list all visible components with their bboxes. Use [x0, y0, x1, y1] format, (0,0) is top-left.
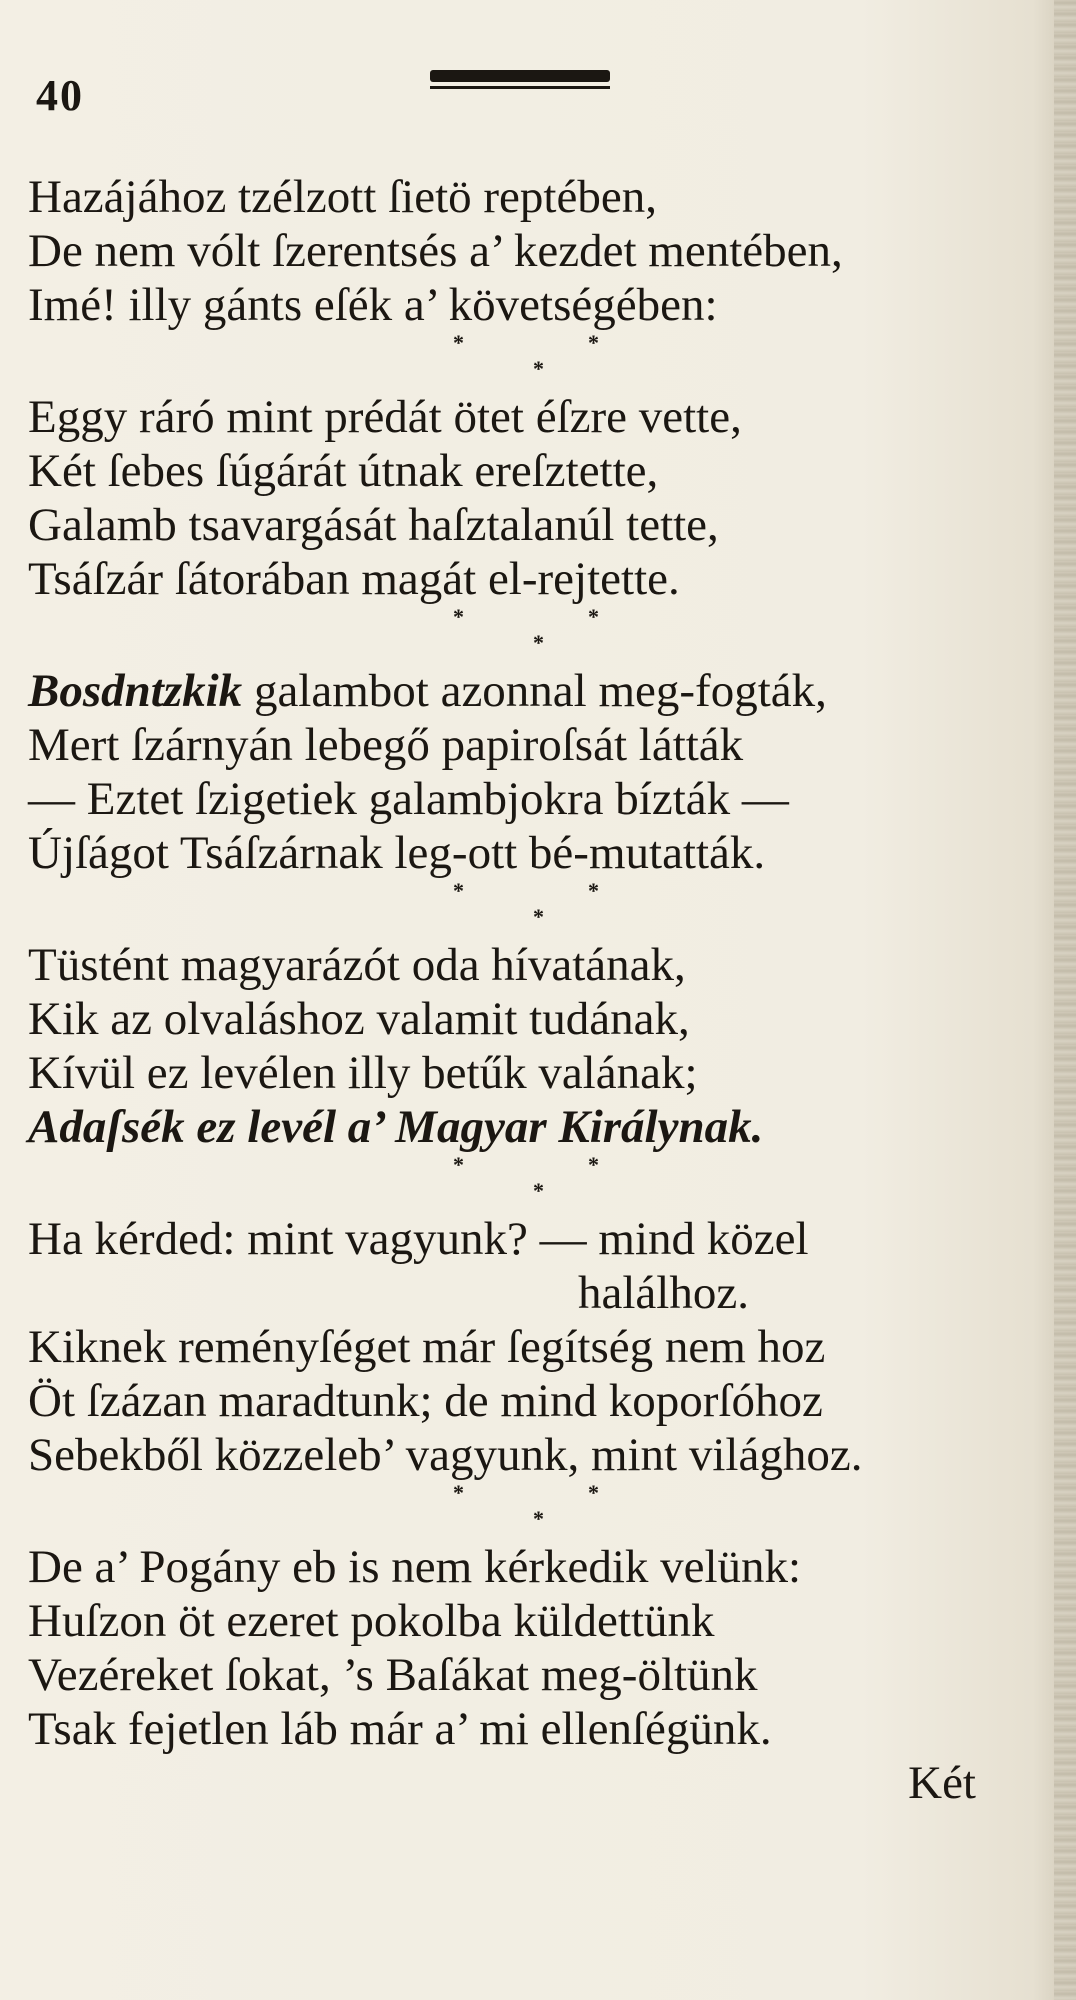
header-ornament [430, 70, 610, 82]
page-number: 40 [36, 71, 84, 120]
verse-line-italic: Adaſsék ez levél a’ Magyar Királynak. [28, 1101, 764, 1153]
asterisk-ornament: * [453, 330, 464, 355]
stanza-divider [28, 880, 1038, 938]
asterisk-ornament: * [588, 1480, 599, 1505]
catchword: Két [908, 1757, 976, 1809]
asterisk-ornament: * [533, 1178, 544, 1203]
stanza-divider [28, 606, 1038, 664]
verse-line: Tüstént magyarázót oda hívatának, [28, 939, 686, 991]
verse-line: Tsáſzár ſátorában magát el-rejtette. [28, 553, 680, 605]
verse-line: Kik az olvaláshoz valamit tudának, [28, 993, 690, 1045]
stanza-divider [28, 1482, 1038, 1540]
verse-text: galambot azonnal meg-fogták, [242, 665, 827, 717]
verse-line: Kívül ez levélen illy betűk valának; [28, 1047, 698, 1099]
asterisk-ornament: * [453, 1480, 464, 1505]
verse-line: Két ſebes ſúgárát útnak ereſztette, [28, 445, 659, 497]
verse-line: — Eztet ſzigetiek galambjokra bízták — [28, 773, 789, 825]
asterisk-ornament: * [453, 878, 464, 903]
italic-name: Bosdntzkik [28, 665, 243, 717]
verse-line: Vezéreket ſokat, ’s Baſákat meg-öltünk [28, 1649, 758, 1701]
asterisk-ornament: * [533, 630, 544, 655]
verse-line: De a’ Pogány eb is nem kérkedik velünk: [28, 1541, 802, 1593]
verse-line [28, 664, 1038, 718]
verse-line: Öt ſzázan maradtunk; de mind koporſóhoz [28, 1375, 823, 1427]
verse-line: De nem vólt ſzerentsés a’ kezdet mentében, [28, 225, 843, 277]
verse-line: Huſzon öt ezeret pokolba küldettünk [28, 1595, 715, 1647]
asterisk-ornament: * [533, 356, 544, 381]
asterisk-ornament: * [588, 604, 599, 629]
verse-line: Ha kérded: mint vagyunk? — mind közel [28, 1213, 809, 1265]
verse-line: Tsak fejetlen láb már a’ mi ellenſégünk. [28, 1703, 772, 1755]
verse-line: Sebekből közzeleb’ vagyunk, mint világhoz. [28, 1429, 863, 1481]
verse-line: Eggy ráró mint prédát ötet éſzre vette, [28, 391, 742, 443]
asterisk-ornament: * [533, 1506, 544, 1531]
verse-line: Újſágot Tsáſzárnak leg-ott bé-mutatták. [28, 827, 766, 879]
asterisk-ornament: * [453, 604, 464, 629]
stanza-divider [28, 1154, 1038, 1212]
verse-line: Galamb tsavargását haſztalanúl tette, [28, 499, 719, 551]
verse-line: Kiknek reményſéget már ſegítség nem hoz [28, 1321, 826, 1373]
asterisk-ornament: * [588, 878, 599, 903]
asterisk-ornament: * [588, 1152, 599, 1177]
page-edge [1054, 0, 1076, 2000]
stanza-divider [28, 332, 1038, 390]
asterisk-ornament: * [588, 330, 599, 355]
verse-line: Hazájához tzélzott ſietö reptében, [28, 171, 657, 223]
verse-line-continuation: halálhoz. [578, 1267, 749, 1319]
verse-line: Mert ſzárnyán lebegő papiroſsát látták [28, 719, 744, 771]
asterisk-ornament: * [453, 1152, 464, 1177]
verse-line: Imé! illy gánts eſék a’ követségében: [28, 279, 718, 331]
asterisk-ornament: * [533, 904, 544, 929]
poem-text [28, 170, 1038, 1810]
